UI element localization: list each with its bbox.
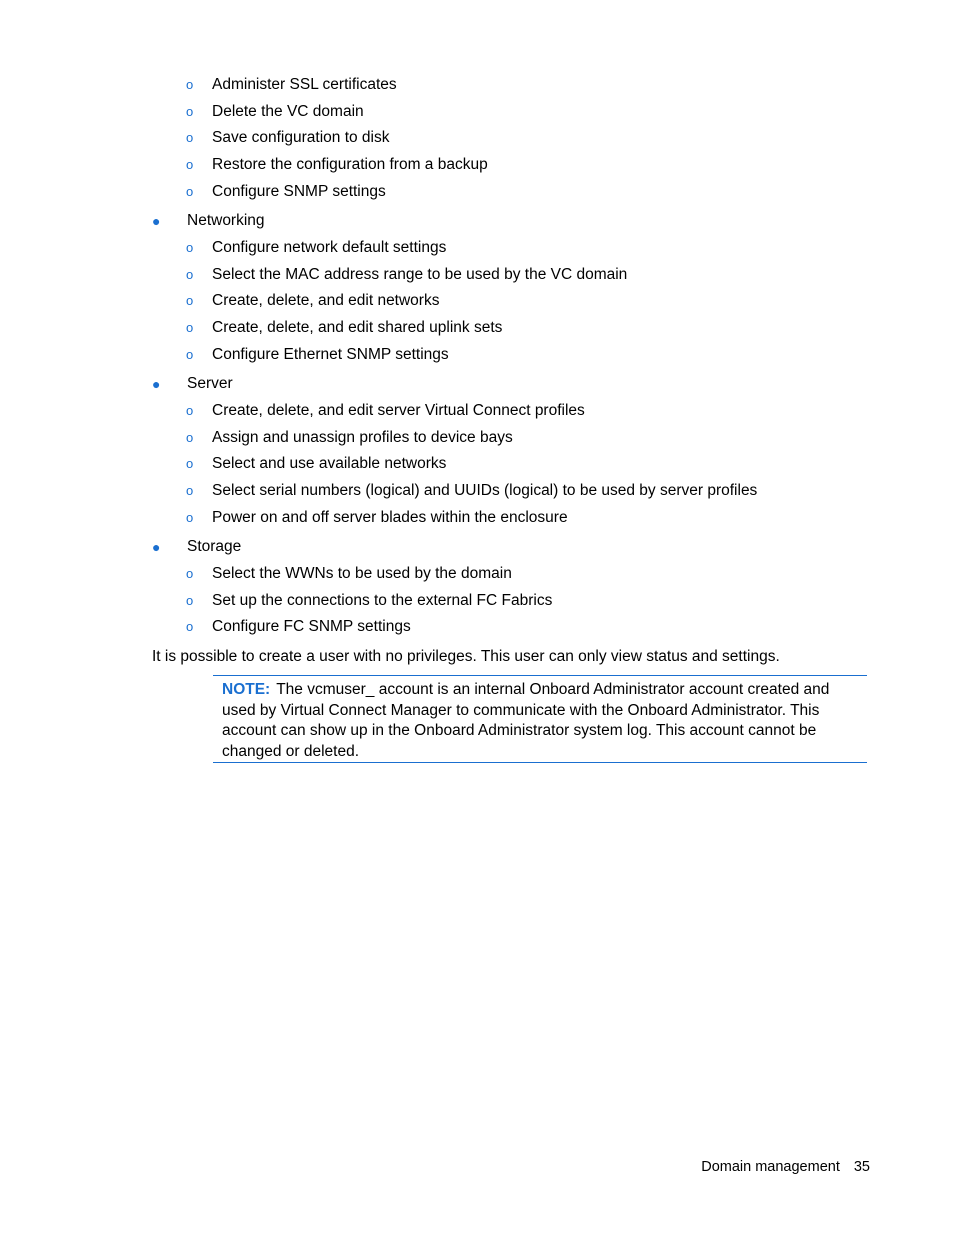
circle-bullet-icon: o: [186, 293, 194, 308]
circle-bullet-icon: o: [186, 320, 194, 335]
circle-bullet-icon: o: [186, 240, 194, 255]
note-box: [213, 675, 867, 763]
list-item-text: Configure network default settings: [212, 239, 447, 256]
note-text: The vcmuser_ account is an internal Onboard Administrator account created and used by Virtual Connect Manager to communicate with the Onboard Administrator. This account can show up in the Onboard Administrator system log. This account cannot be changed or deleted.: [222, 681, 830, 760]
circle-bullet-icon: o: [186, 456, 194, 471]
circle-bullet-icon: o: [186, 184, 194, 199]
list-item-text: Administer SSL certificates: [212, 76, 397, 93]
footer-section-title: Domain management: [701, 1159, 840, 1175]
list-item-text: Create, delete, and edit shared uplink sets: [212, 319, 503, 336]
list-item-text: Select the MAC address range to be used by the VC domain: [212, 266, 628, 283]
bullet-icon: ●: [152, 376, 161, 392]
circle-bullet-icon: o: [186, 157, 194, 172]
bullet-item-text: Storage: [187, 538, 242, 555]
circle-bullet-icon: o: [186, 566, 194, 581]
list-item-text: Create, delete, and edit server Virtual Connect profiles: [212, 402, 585, 419]
bullet-item-text: Networking: [187, 212, 265, 229]
list-item-text: Select serial numbers (logical) and UUIDs (logical) to be used by server profiles: [212, 482, 758, 499]
list-item-text: Set up the connections to the external FC Fabrics: [212, 592, 553, 609]
page-number: 35: [853, 1159, 870, 1175]
list-item-text: Configure Ethernet SNMP settings: [212, 346, 449, 363]
bullet-item-text: Server: [187, 375, 233, 392]
body-paragraph: It is possible to create a user with no privileges. This user can only view status and settings.: [152, 648, 780, 665]
list-item-text: Save configuration to disk: [212, 129, 390, 146]
list-item-text: Delete the VC domain: [212, 103, 364, 120]
list-item-text: Assign and unassign profiles to device bays: [212, 429, 513, 446]
circle-bullet-icon: o: [186, 593, 194, 608]
page-footer: [701, 1157, 870, 1177]
list-item-text: Create, delete, and edit networks: [212, 292, 440, 309]
bullet-icon: ●: [152, 539, 161, 555]
note-body: [222, 680, 862, 762]
list-item-text: Power on and off server blades within the enclosure: [212, 509, 568, 526]
circle-bullet-icon: o: [186, 430, 194, 445]
circle-bullet-icon: o: [186, 347, 194, 362]
circle-bullet-icon: o: [186, 619, 194, 634]
circle-bullet-icon: o: [186, 104, 194, 119]
list-item-text: Configure FC SNMP settings: [212, 618, 411, 635]
bullet-icon: ●: [152, 213, 161, 229]
circle-bullet-icon: o: [186, 403, 194, 418]
list-item-text: Restore the configuration from a backup: [212, 156, 488, 173]
circle-bullet-icon: o: [186, 130, 194, 145]
list-item-text: Configure SNMP settings: [212, 183, 386, 200]
list-item-text: Select the WWNs to be used by the domain: [212, 565, 512, 582]
circle-bullet-icon: o: [186, 77, 194, 92]
circle-bullet-icon: o: [186, 267, 194, 282]
note-label: NOTE:: [222, 681, 271, 698]
circle-bullet-icon: o: [186, 510, 194, 525]
circle-bullet-icon: o: [186, 483, 194, 498]
list-item-text: Select and use available networks: [212, 455, 447, 472]
